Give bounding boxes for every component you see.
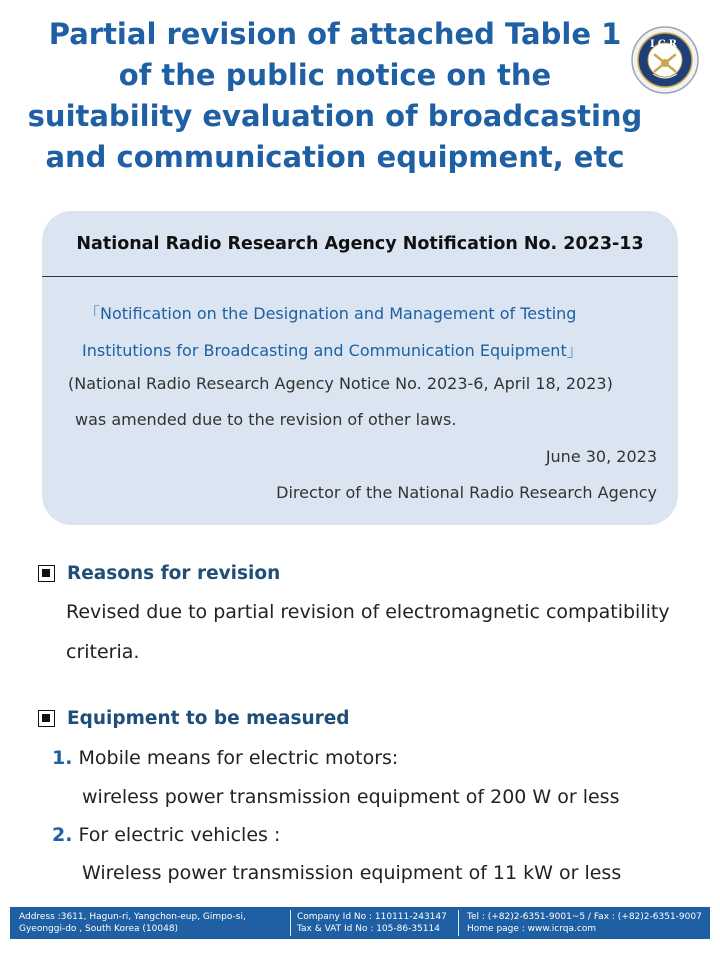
item-number: 2. [52,824,73,846]
reasons-line2: criteria. [66,641,140,663]
title-line: and communication equipment, etc [45,140,625,174]
notice-amended: was amended due to the revision of other laws. [75,410,457,429]
footer-homepage[interactable]: Home page : www.icrqa.com [467,924,597,934]
equipment-item [52,824,280,846]
item-detail: wireless power transmission equipment of 200 W or less [82,786,620,808]
page-title [20,14,650,178]
reasons-heading [38,563,280,584]
footer-tel-fax: Tel : (+82)2-6351-9001~5 / Fax : (+82)2-6351-9007 [467,912,702,922]
notice-reference: (National Radio Research Agency Notice No. 2023-6, April 18, 2023) [68,374,613,393]
footer-tax-id: Tax & VAT Id No : 105-86-35114 [297,924,440,934]
notice-heading: National Radio Research Agency Notification No. 2023-13 [42,211,678,277]
square-bullet-icon [38,565,55,582]
item-label: Mobile means for electric motors: [78,747,399,769]
reasons-line1: Revised due to partial revision of electromagnetic compatibility [66,601,670,623]
title-line: Partial revision of attached Table 1 [48,17,622,51]
footer-ids [297,911,447,935]
title-line: of the public notice on the [118,58,552,92]
notice-title-line1: 「Notification on the Designation and Management of Testing [84,304,577,323]
footer-address-line2: Gyeonggi-do , South Korea (10048) [19,924,179,934]
footer-company-id: Company Id No : 110111-243147 [297,912,447,922]
footer-bar [10,907,710,939]
item-detail: Wireless power transmission equipment of 11 kW or less [82,862,622,884]
notice-title-line2: Institutions for Broadcasting and Communication Equipment」 [82,341,583,360]
notice-signer: Director of the National Radio Research Agency [276,483,657,502]
icr-logo [631,26,699,94]
equipment-item [52,747,398,769]
equipment-heading-label: Equipment to be measured [67,708,350,729]
reasons-heading-label: Reasons for revision [67,563,281,584]
item-number: 1. [52,747,73,769]
item-label: For electric vehicles : [78,824,281,846]
title-line: suitability evaluation of broadcasting [27,99,643,133]
footer-address-line1: Address :3611, Hagun-ri, Yangchon-eup, Gimpo-si, [19,912,246,922]
notice-date: June 30, 2023 [545,447,657,466]
footer-address [19,911,246,935]
square-bullet-icon [38,710,55,727]
footer-contact [467,911,702,935]
footer-divider [290,910,291,936]
footer-divider [458,910,459,936]
equipment-heading [38,708,350,729]
logo-text: ICR [650,39,680,50]
notice-box [42,211,678,525]
